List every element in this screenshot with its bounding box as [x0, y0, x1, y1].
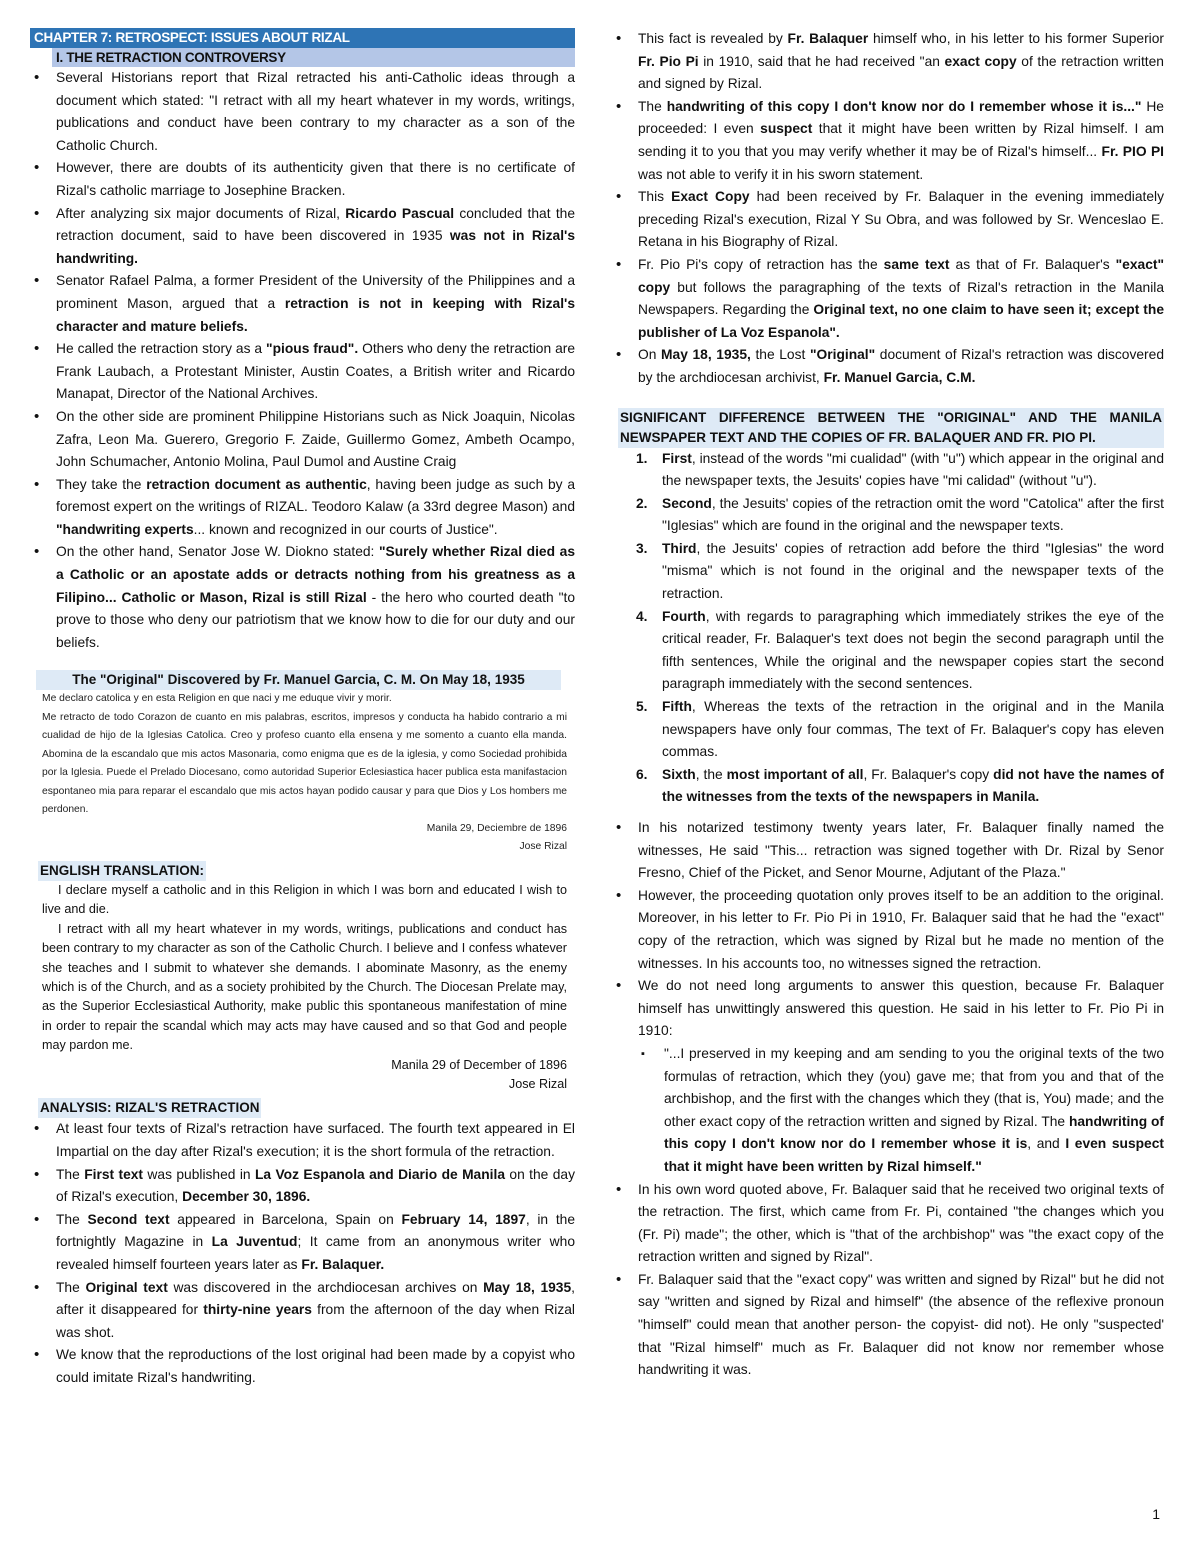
emphasis-text: La Juventud — [211, 1234, 298, 1250]
emphasis-text: Exact Copy — [671, 189, 750, 205]
bullet-item — [30, 474, 575, 542]
quote-list — [638, 1043, 1164, 1179]
body-text: document of Rizal's retraction was discovered by the archdiocesan archivist, — [638, 347, 1164, 385]
numbered-item — [612, 696, 1164, 764]
left-column — [30, 28, 575, 1390]
body-text: We do not need long arguments to answer this question, because Fr. Balaquer himself has unwittingly answered this question. He said in his letter to Fr. Pio Pi in 1910: — [638, 978, 1164, 1039]
emphasis-text: "exact" copy — [638, 256, 1165, 295]
body-text: was discovered in the archdiocesan archives on — [167, 1279, 484, 1295]
emphasis-text: "Surely whether Rizal died as a Catholic or an apostate adds or detracts nothing from his greatness as a Filipino... Catholic or Mason, Rizal is still Rizal — [56, 544, 575, 605]
numbered-item — [612, 538, 1164, 606]
body-text: The — [638, 98, 667, 114]
body-text: had been received by Fr. Balaquer in the evening immediately preceding Rizal's execution, Rizal Y Su Obra, and was followed by Sr. Wenceslao E. Retana in his Biography of Rizal. — [638, 189, 1164, 250]
english-p2: I retract with all my heart whatever in my words, writings, publications and conduct has been contrary to my character as son of the Catholic Church. I believe and I confess whatever she teaches and I submit to whatever she demands. I abominate Masonry, as the enemy which is of the Church, and as a society prohibited by the Church. The Diocesan Prelate may, as the Superior Ecclesiastical Authority, make public this spontaneous manifestation of mine in order to repair the scandal which may acts may have caused and so that God and people may pardon me. — [42, 921, 567, 1053]
body-text: , and — [1027, 1136, 1066, 1152]
english-sign: Jose Rizal — [508, 1077, 567, 1091]
body-text: was published in — [143, 1166, 255, 1182]
bullet-item — [30, 338, 575, 406]
body-text: , Whereas the texts of the retraction in the original and in the Manila newspapers have only four commas, The text of Fr. Balaquer's copy has eleven commas. — [662, 699, 1164, 760]
emphasis-text: Fourth — [662, 608, 706, 624]
body-text: Fr. Balaquer said that the "exact copy" was written and signed by Rizal" but he did not say "written and signed by Rizal and himself" (the absence of the reflexive pronoun "himself" could mean that another person- the copyist- did not). He only "suspected' that "Rizal himself" much as Fr. Balaquer did not know nor remember whose handwriting it was. — [638, 1271, 1164, 1378]
body-text: himself who, in his letter to his former Superior — [868, 31, 1165, 46]
bullet-item — [30, 270, 575, 338]
emphasis-text: Fr. PIO PI — [1101, 143, 1164, 159]
chapter-title: CHAPTER 7: RETROSPECT: ISSUES ABOUT RIZAL — [30, 28, 575, 48]
bullet-item — [30, 1209, 575, 1277]
body-text: in 1910, said that he had received "an — [698, 53, 945, 69]
body-text: , in the fortnightly Magazine in — [56, 1211, 576, 1250]
emphasis-text: "Original" — [809, 347, 876, 363]
body-text: In his notarized testimony twenty years later, Fr. Balaquer finally named the witnesses, He said "This... retraction was signed together with Dr. Rizal by Senor Fresno, Chief of the Picket, and Senor Mourne, Adjutant of the Plaza." — [638, 820, 1164, 881]
bullet-item — [30, 1118, 575, 1163]
analysis-header: ANALYSIS: RIZAL'S RETRACTION — [38, 1098, 261, 1118]
emphasis-text: handwriting of this copy I don't know nor do I remember whose it is..." — [666, 98, 1142, 114]
emphasis-text: Original text, no one claim to have seen it; except the publisher of La Voz Espanola". — [638, 302, 1164, 340]
emphasis-text: First text — [84, 1166, 144, 1182]
body-text: The — [56, 1211, 88, 1227]
spanish-sign: Jose Rizal — [519, 841, 567, 853]
body-text: , the Jesuits' copies of retraction add before the third "Iglesias" the word "misma" which is not found in the original and the newspaper texts of the retraction. — [662, 540, 1164, 602]
body-text: We know that the reproductions of the lost original had been made by a copyist who could imitate Rizal's handwriting. — [56, 1347, 575, 1385]
body-text: was not able to verify it in his sworn statement. — [638, 166, 924, 182]
numbered-item — [612, 493, 1164, 538]
bullet-item — [612, 186, 1164, 254]
bullet-item — [30, 406, 575, 474]
item-number: 1. — [636, 450, 648, 466]
bullet-item — [612, 1269, 1164, 1382]
body-text: On the other hand, Senator Jose W. Diokno stated: — [56, 544, 380, 560]
numbered-item — [612, 764, 1164, 809]
emphasis-text: Fr. Balaquer. — [301, 1256, 385, 1272]
body-text: The — [56, 1166, 85, 1182]
body-text: Senator Rafael Palma, a former President of the University of the Philippines and a prominent Mason, argued that a — [56, 273, 575, 311]
emphasis-text: Ricardo Pascual — [345, 205, 455, 221]
emphasis-text: handwriting of this copy I don't know nor do I remember whose it is — [664, 1113, 1165, 1152]
emphasis-text: retraction is not in keeping with Rizal's character and mature beliefs. — [56, 295, 575, 334]
body-text: on the day of Rizal's execution, — [56, 1166, 575, 1205]
emphasis-text: Second text — [87, 1211, 170, 1227]
body-text: After analyzing six major documents of Rizal, — [56, 205, 346, 221]
emphasis-text: First — [662, 450, 692, 466]
spanish-date: Manila 29, Deciembre de 1896 — [426, 822, 567, 834]
emphasis-text: retraction document as authentic — [146, 476, 367, 492]
bullet-item — [612, 96, 1164, 186]
emphasis-text: December 30, 1896. — [182, 1189, 311, 1205]
bullet-item — [612, 28, 1164, 96]
body-text: , Fr. Balaquer's copy — [863, 766, 994, 782]
body-text: ... known and recognized in our courts of Justice". — [193, 521, 498, 537]
body-text: , the — [695, 766, 727, 782]
english-p1: I declare myself a catholic and in this Religion in which I was born and educated I wish to live and die. — [42, 882, 567, 917]
original-header: The "Original" Discovered by Fr. Manuel Garcia, C. M. On May 18, 1935 — [36, 670, 561, 690]
bullet-item — [30, 541, 575, 654]
body-text: , after it disappeared for — [56, 1279, 576, 1318]
emphasis-text: Fifth — [662, 699, 692, 715]
body-text: from the afternoon of the day when Rizal was shot. — [56, 1302, 575, 1340]
emphasis-text: thirty-nine years — [203, 1302, 312, 1318]
body-text: He proceeded: I even — [638, 98, 1164, 137]
item-number: 3. — [636, 540, 648, 556]
item-number: 5. — [636, 699, 648, 715]
numbered-item — [612, 606, 1164, 696]
item-number: 2. — [636, 495, 648, 511]
body-text: "...I preserved in my keeping and am sending to you the original texts of the two formulas of retraction, which they (you) gave me; that from you and that of the archbishop, and the first with the changes which they (that is, You) made; and the other exact copy of the retraction written and signed by Rizal. The — [664, 1045, 1164, 1129]
emphasis-text: most important of all — [726, 766, 864, 782]
emphasis-text: Second — [662, 495, 712, 511]
emphasis-text: same text — [883, 256, 950, 272]
bullet-item — [30, 1277, 575, 1345]
spanish-p2: Me retracto de todo Corazon de cuanto en mis palabras, escritos, impresos y conducta ha habido contrario a mi cualidad de hijo de la Iglesias Catolica. Creo y profeso cuanto ella ensena y me somento a cuanto ella manda. Abomina de la escandalo que mis actos Masonaria, como enigma que es de la iglesia, y como Sociedad prohibida por la Iglesia. Puede el Prelado Diocesano, como autoridad Superior Eclesiastica hacer publica esta manifastacion espontaneo mia para reparar el escandalo que mis actos hayan podido causar y para que Dios y Los hombers me perdonen. — [42, 711, 567, 816]
emphasis-text: I even suspect that it might have been written by Rizal himself." — [664, 1136, 1164, 1174]
emphasis-text: La Voz Espanola and Diario de Manila — [254, 1166, 506, 1182]
bullet-item — [612, 817, 1164, 885]
page-number: 1 — [1152, 1506, 1160, 1522]
body-text: , having been judge as such by a foremost expert on the writings of RIZAL. Teodoro Kalaw (a 33rd degree Mason) and — [56, 476, 576, 515]
right-bullets-top — [612, 28, 1164, 390]
emphasis-text: May 18, 1935 — [483, 1279, 572, 1295]
bullet-item — [612, 885, 1164, 975]
right-column — [612, 28, 1164, 1382]
emphasis-text: Fr. Balaquer — [787, 31, 869, 46]
bullet-item — [30, 157, 575, 202]
english-text — [42, 881, 567, 1094]
body-text: but follows the paragraphing of the texts of Rizal's retraction in the Manila Newspapers. Regarding the — [638, 279, 1164, 318]
body-text: On — [638, 347, 662, 363]
body-text: However, there are doubts of its authenticity given that there is no certificate of Rizal's catholic marriage to Josephine Bracken. — [56, 160, 575, 198]
body-text: , with regards to paragraphing which immediately strikes the eye of the critical reader, Fr. Balaquer's text does not begin the second paragraph until the fifth sentences, While the original and the newspaper copies start the second paragraph immediately with the second sentences. — [662, 608, 1164, 692]
item-number: 6. — [636, 766, 648, 782]
body-text: In his own word quoted above, Fr. Balaquer said that he received two original texts of the retraction. The first, which came from Fr. Pi, contained "the changes which you (Fr. Pi) made"; the other, which is "that of the archbishop" was "the exact copy of the retraction written and signed by Rizal". — [638, 1181, 1164, 1265]
body-text: On the other side are prominent Philippine Historians such as Nick Joaquin, Nicolas Zafra, Leon Ma. Guerero, Gregorio F. Zaide, Guillermo Gomez, Ambeth Ocampo, John Schumacher, Antonio Molina, Paul Dumol and Austine Craig — [56, 408, 575, 470]
emphasis-text: suspect — [760, 121, 813, 137]
quote-item — [638, 1043, 1164, 1179]
body-text: At least four texts of Rizal's retraction have surfaced. The fourth text appeared in El Impartial on the day after Rizal's execution; it is the short formula of the retraction. — [56, 1121, 575, 1159]
emphasis-text: was not in Rizal's handwriting. — [56, 228, 575, 266]
body-text: of the retraction written and signed by Rizal. — [638, 53, 1164, 92]
body-text: , instead of the words "mi cualidad" (with "u") which appear in the original and the newspaper texts, the Jesuits' copies have "mi calidad" (without "u"). — [662, 450, 1164, 489]
body-text: - the hero who courted death "to prove to those who deny our patriotism that we know how to die for our duty and our beliefs. — [56, 589, 575, 650]
spanish-p1: Me declaro catolica y en esta Religion en que naci y me eduque vivir y morir. — [42, 693, 392, 705]
bullet-item — [30, 1344, 575, 1389]
bullet-item — [612, 254, 1164, 344]
bullet-item — [30, 1164, 575, 1209]
emphasis-text: Fr. Pio Pi — [638, 53, 699, 69]
section-title: I. THE RETRACTION CONTROVERSY — [52, 48, 575, 67]
emphasis-text: May 18, 1935, — [661, 347, 751, 363]
spanish-text — [42, 690, 567, 857]
body-text: ; It came from an anonymous writer who revealed himself fourteen years later as — [56, 1234, 575, 1272]
body-text: that it might have been written by Rizal himself. I am sending it to you that you may verify whether it may be of Rizal's himself... — [638, 121, 1164, 159]
body-text: This — [638, 189, 672, 205]
body-text: The — [56, 1279, 86, 1295]
body-text: They take the — [56, 476, 147, 492]
body-text: However, the proceeding quotation only proves itself to be an addition to the original. Moreover, in his letter to Fr. Pio Pi in 1910, Fr. Balaquer said that he had the "exact" copy of the retraction, which was signed by Rizal but he made no mention of the witnesses. In his accounts too, no witnesses signed the retraction. — [638, 887, 1164, 971]
item-number: 4. — [636, 608, 648, 624]
body-text: Others who deny the retraction are Frank Laubach, a Protestant Minister, Austin Coates, a British writer and Ricardo Manapat, Director of the National Archives. — [56, 341, 576, 402]
intro-bullets — [30, 67, 575, 654]
body-text: appeared in Barcelona, Spain on — [169, 1211, 402, 1227]
emphasis-text: "pious fraud". — [266, 341, 359, 357]
right-bullets-final — [612, 1179, 1164, 1382]
bullet-item — [612, 344, 1164, 389]
english-header: ENGLISH TRANSLATION: — [38, 861, 206, 881]
emphasis-text: did not have the names of the witnesses from the texts of the newspapers in Manila. — [662, 766, 1164, 805]
bullet-item — [30, 203, 575, 271]
numbered-item — [612, 448, 1164, 493]
emphasis-text: Original text — [85, 1279, 168, 1295]
emphasis-text: "handwriting experts — [56, 521, 194, 537]
bullet-item — [612, 1179, 1164, 1269]
body-text: as that of Fr. Balaquer's — [949, 256, 1116, 272]
analysis-bullets — [30, 1118, 575, 1389]
emphasis-text: Third — [662, 540, 697, 556]
body-text: concluded that the retraction document, said to have been discovered in 1935 — [56, 205, 575, 244]
body-text: the Lost — [750, 347, 810, 363]
right-bullets-bottom — [612, 817, 1164, 1043]
bullet-item — [30, 67, 575, 157]
difference-list — [612, 448, 1164, 810]
emphasis-text: exact copy — [944, 53, 1017, 69]
english-date: Manila 29 of December of 1896 — [391, 1057, 567, 1072]
significant-header: SIGNIFICANT DIFFERENCE BETWEEN THE "ORIGINAL" AND THE MANILA NEWSPAPER TEXT AND THE COPIES OF FR. BALAQUER AND FR. PIO PI. — [618, 408, 1164, 448]
emphasis-text: Fr. Manuel Garcia, C.M. — [823, 369, 976, 385]
bullet-item — [612, 975, 1164, 1043]
body-text: He called the retraction story as a — [56, 341, 267, 357]
body-text: This fact is revealed by — [638, 31, 788, 46]
emphasis-text: Sixth — [662, 766, 696, 782]
body-text: Several Historians report that Rizal retracted his anti-Catholic ideas through a document which stated: "I retract with all my heart whatever in my words, writings, publications and conduct have been contrary to my character as a son of the Catholic Church. — [56, 70, 575, 153]
body-text: Fr. Pio Pi's copy of retraction has the — [638, 256, 884, 272]
body-text: , the Jesuits' copies of the retraction omit the word "Catolica" after the first "Iglesias" which are found in the original and the newspaper texts. — [662, 495, 1164, 534]
emphasis-text: February 14, 1897 — [401, 1211, 526, 1227]
